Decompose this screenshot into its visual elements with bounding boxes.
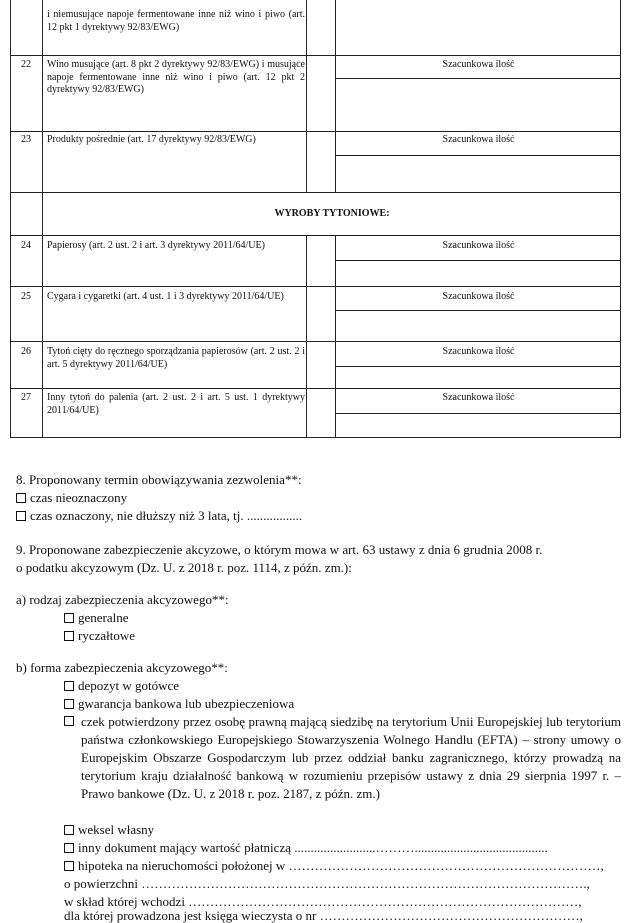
- estimate-label: Szacunkowa ilość: [442, 240, 515, 251]
- row-description: Wino musujące (art. 8 pkt 2 dyrektywy 92/83/EWG) i musujące napoje fermentowane inne niż wino i piwo (art. 12 pkt 2 dyrektywy 92/83/EWG): [47, 59, 305, 95]
- estimate-label: Szacunkowa ilość: [442, 59, 515, 70]
- checkbox[interactable]: [64, 699, 74, 709]
- checkbox[interactable]: [64, 613, 74, 623]
- s9-heading-line2: o podatku akcyzowym (Dz. U. z 2018 r. poz. 1114, z późn. zm.):: [16, 560, 352, 575]
- row-number: 26: [21, 346, 31, 357]
- s9a-option-general[interactable]: generalne: [64, 609, 129, 627]
- row-description: Inny tytoń do palenia (art. 2 ust. 2 i art. 5 ust. 1 dyrektywy 2011/64/UE): [47, 392, 305, 416]
- excise-products-table: [10, 0, 621, 438]
- row-number: 24: [21, 240, 31, 251]
- estimate-label: Szacunkowa ilość: [442, 346, 515, 357]
- checkbox[interactable]: [64, 716, 74, 726]
- s9b-option-other-document[interactable]: inny dokument mający wartość płatniczą .........................……….........................................: [64, 839, 548, 857]
- row-description: Cygara i cygaretki (art. 4 ust. 1 i 3 dyrektywy 2011/64/UE): [47, 291, 284, 302]
- s9b-option-bank-guarantee[interactable]: gwarancja bankowa lub ubezpieczeniowa: [64, 695, 294, 713]
- s9b-heading: b) forma zabezpieczenia akcyzowego**:: [16, 660, 228, 675]
- estimate-label: Szacunkowa ilość: [442, 134, 515, 145]
- checkbox[interactable]: [16, 493, 26, 503]
- s9b-option-promissory-note[interactable]: weksel własny: [64, 821, 154, 839]
- s8-heading: 8. Proponowany termin obowiązywania zezwolenia**:: [16, 472, 302, 487]
- s9b-option-cash-deposit[interactable]: depozyt w gotówce: [64, 677, 179, 695]
- checkbox[interactable]: [64, 681, 74, 691]
- s9-heading-line1: 9. Proponowane zabezpieczenie akcyzowe, o którym mowa w art. 63 ustawy z dnia 6 grudnia 2008 r.: [16, 542, 543, 557]
- s9a-heading: a) rodzaj zabezpieczenia akcyzowego**:: [16, 592, 229, 607]
- s9b-mortgage-area: o powierzchni ………………………………………………………………………………………….,: [64, 876, 590, 891]
- row-description: Papierosy (art. 2 ust. 2 i art. 3 dyrektywy 2011/64/UE): [47, 240, 265, 251]
- checkbox[interactable]: [64, 861, 74, 871]
- s9b-mortgage-composition: w skład której wchodzi ………………………………………………………………………………,: [64, 894, 582, 909]
- estimate-label: Szacunkowa ilość: [442, 392, 515, 403]
- section-title-tobacco: WYROBY TYTONIOWE:: [274, 208, 390, 219]
- checkbox[interactable]: [64, 843, 74, 853]
- s9b-mortgage-land-register: dla której prowadzona jest księga wieczysta o nr ……………………………………………………,: [64, 908, 583, 923]
- row-number: 23: [21, 134, 31, 145]
- row-number: 25: [21, 291, 31, 302]
- row-description: i niemusujące napoje fermentowane inne niż wino i piwo (art. 12 pkt 1 dyrektywy 92/83/EWG): [47, 9, 305, 33]
- s8-option-fixed-term[interactable]: czas oznaczony, nie dłuższy niż 3 lata, tj. .................: [16, 507, 302, 525]
- row-description: Produkty pośrednie (art. 17 dyrektywy 92/83/EWG): [47, 134, 256, 145]
- s9b-option-certified-cheque: czek potwierdzony przez osobę prawną mającą siedzibę na terytorium Unii Europejskiej lub terytorium państwa członkowskiego Europejskiego Stowarzyszenia Wolnego Handlu (EFTA) – strony umowy o Europejskim Obszarze Gospodarczym lub przez oddział banku zagranicznego, którzy prowadzą na terytorium kraju działalność bankową w rozumieniu przepisów ustawy z dnia 29 sierpnia 1997 r. – Prawo bankowe (Dz. U. z 2018 r. poz. 2187, z późn. zm.): [81, 714, 621, 801]
- s9b-option-mortgage[interactable]: hipoteka na nieruchomości położonej w ………………………………………………………………,: [64, 857, 604, 875]
- row-number: 27: [21, 392, 31, 403]
- checkbox[interactable]: [16, 511, 26, 521]
- checkbox[interactable]: [64, 825, 74, 835]
- row-number: 22: [21, 59, 31, 70]
- checkbox[interactable]: [64, 631, 74, 641]
- s9a-option-lump-sum[interactable]: ryczałtowe: [64, 627, 135, 645]
- s8-option-indefinite[interactable]: czas nieoznaczony: [16, 489, 127, 507]
- estimate-label: Szacunkowa ilość: [442, 291, 515, 302]
- row-description: Tytoń cięty do ręcznego sporządzania papierosów (art. 2 ust. 2 i art. 5 dyrektywy 2011/64/UE): [47, 346, 305, 370]
